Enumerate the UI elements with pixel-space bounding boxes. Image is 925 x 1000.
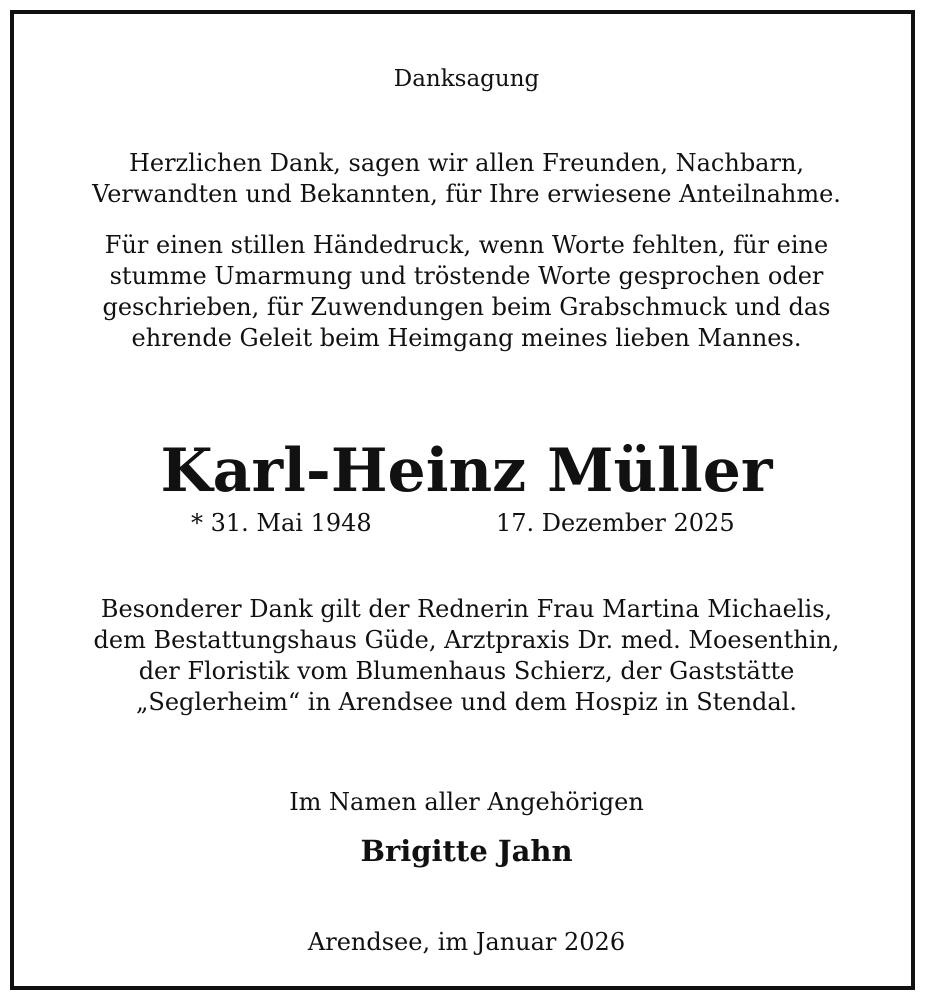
text-line: Verwandten und Bekannten, für Ihre erwiesene Anteilnahme. xyxy=(92,180,841,208)
birth-date: * 31. Mai 1948 xyxy=(191,509,372,537)
special-thanks-paragraph xyxy=(14,594,919,718)
death-date: 17. Dezember 2025 xyxy=(496,509,735,537)
text-line: stumme Umarmung und tröstende Worte gesprochen oder xyxy=(109,262,824,290)
text-line: der Floristik vom Blumenhaus Schierz, der Gaststätte xyxy=(138,657,795,685)
signer-name: Brigitte Jahn xyxy=(360,834,573,868)
thanks-paragraph xyxy=(14,148,919,210)
notice-frame xyxy=(10,10,915,990)
text-line: Besonderer Dank gilt der Rednerin Frau Martina Michaelis, xyxy=(100,595,833,623)
text-line: Für einen stillen Händedruck, wenn Worte fehlten, für eine xyxy=(104,231,829,259)
deceased-name: Karl-Heinz Müller xyxy=(160,436,773,506)
notice-heading: Danksagung xyxy=(393,66,540,92)
gratitude-paragraph xyxy=(14,230,919,354)
text-line: geschrieben, für Zuwendungen beim Grabschmuck und das xyxy=(102,293,831,321)
closing-line: Im Namen aller Angehörigen xyxy=(289,788,644,816)
text-line: ehrende Geleit beim Heimgang meines lieben Mannes. xyxy=(131,324,802,352)
text-line: dem Bestattungshaus Güde, Arztpraxis Dr. med. Moesenthin, xyxy=(93,626,840,654)
place-date: Arendsee, im Januar 2026 xyxy=(307,928,626,956)
text-line: „Seglerheim“ in Arendsee und dem Hospiz in Stendal. xyxy=(135,688,798,716)
text-line: Herzlichen Dank, sagen wir allen Freunden, Nachbarn, xyxy=(128,149,805,177)
